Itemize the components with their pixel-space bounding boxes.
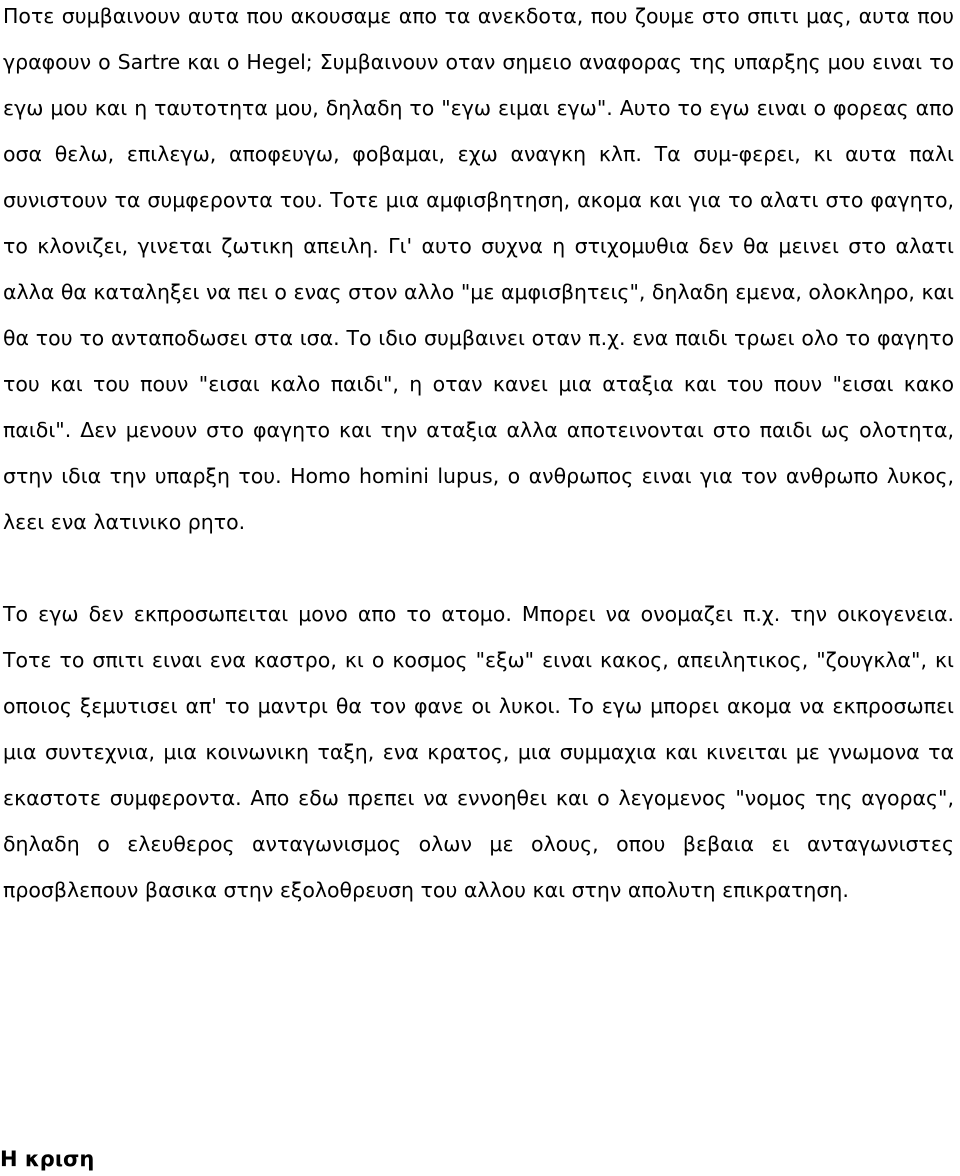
section-heading: Η κριση [0,1147,95,1171]
paragraph: Ποτε συμβαινουν αυτα που ακουσαμε απο τα ανεκδοτα, που ζουμε στο σπιτι μας, αυτα που γραφουν ο Sartre και ο Hegel; Συμβαινουν οταν σημειο αναφορας της υπαρξης μου ειναι το εγω μου και η ταυτοτητα μου, δηλαδη το "εγω ειμαι εγω". Αυτο το εγω ειναι ο φορεας απο οσα θελω, επιλεγω, αποφευγω, φοβαμαι, εχω αναγκη κλπ. Τα συμ-φερει, κι αυτα παλι συνιστουν τα συμφεροντα του. Τοτε μια αμφισβητηση, ακομα και για το αλατι στο φαγητο, το κλονιζει, γινεται ζωτικη απειλη. Γι' αυτο συχνα η στιχομυθια δεν θα μεινει στο αλατι αλλα θα καταληξει να πει ο ενας στον αλλο "με αμφισβητεις", δηλαδη εμενα, ολοκληρο, και θα του το ανταποδωσει στα ισα. Το ιδιο συμβαινει οταν π.χ. ενα παιδι τρωει ολο το φαγητο του και του πουν "εισαι καλο παιδι", η οταν κανει μια αταξια και του πουν "εισαι κακο παιδι". Δεν μενουν στο φαγητο και την αταξια αλλα αποτεινονται στο παιδι ως ολοτητα, στην ιδια την υπαρξη του. Homo homini lupus, ο ανθρωπος ειναι για τον ανθρωπο λυκος, λεει ενα λατινικο ρητο. [3,4,954,534]
document-body [3,0,954,913]
paragraph: Το εγω δεν εκπροσωπειται μονο απο το ατομο. Μπορει να ονομαζει π.χ. την οικογενεια. Τοτε το σπιτι ειναι ενα καστρο, κι ο κοσμος "εξω" ειναι κακος, απειλητικος, "ζουγκλα", κι οποιος ξεμυτισει απ' το μαντρι θα τον φανε οι λυκοι. Το εγω μπορει ακομα να εκπροσωπει μια συντεχνια, μια κοινωνικη ταξη, ενα κρατος, μια συμμαχια και κινειται με γνωμονα τα εκαστοτε συμφεροντα. Απο εδω πρεπει να εννοηθει και ο λεγομενος "νομος της αγορας", δηλαδη ο ελευθερος ανταγωνισμος ολων με ολους, οπου βεβαια ει ανταγωνιστες προσβλεπουν βασικα στην εξολοθρευση του αλλου και στην απολυτη επικρατηση. [3,602,954,902]
